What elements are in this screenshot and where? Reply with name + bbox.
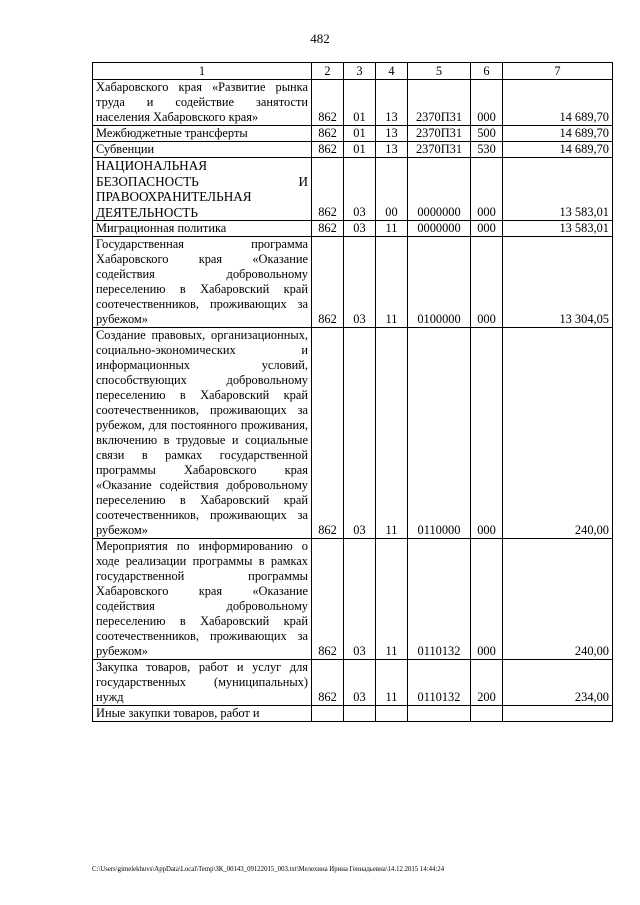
table-row [93,328,613,539]
header-cell: 2 [312,63,344,80]
row-pr: 11 [376,237,408,328]
header-cell: 5 [408,63,471,80]
table-row [93,80,613,126]
row-rz: 01 [344,80,376,126]
row-sum: 14 689,70 [503,126,613,142]
row-kvsr: 862 [312,80,344,126]
row-name: Государственная программа Хабаровского края «Оказание содействия добровольному переселению в Хабаровский край соотечественников, проживающих за рубежом» [93,237,312,328]
row-rz: 03 [344,660,376,706]
row-vr: 000 [471,221,503,237]
row-pr: 13 [376,80,408,126]
row-pr: 13 [376,126,408,142]
row-name: Миграционная политика [93,221,312,237]
row-vr: 000 [471,237,503,328]
row-sum: 14 689,70 [503,142,613,158]
row-kvsr: 862 [312,142,344,158]
row-rz [344,706,376,722]
row-pr [376,706,408,722]
row-sum: 234,00 [503,660,613,706]
row-kvsr [312,706,344,722]
budget-table [92,62,613,722]
row-kvsr: 862 [312,158,344,221]
row-vr: 000 [471,328,503,539]
header-cell: 7 [503,63,613,80]
row-sum: 13 583,01 [503,221,613,237]
page-number: 482 [310,31,330,46]
row-name: Иные закупки товаров, работ и [93,706,312,722]
row-kvsr: 862 [312,237,344,328]
row-name: НАЦИОНАЛЬНАЯ БЕЗОПАСНОСТЬ И ПРАВООХРАНИТЕЛЬНАЯ ДЕЯТЕЛЬНОСТЬ [93,158,312,221]
table-row [93,126,613,142]
row-pr: 11 [376,221,408,237]
row-kvsr: 862 [312,221,344,237]
row-name: Субвенции [93,142,312,158]
row-pr: 00 [376,158,408,221]
row-kvsr: 862 [312,126,344,142]
header-cell: 1 [93,63,312,80]
row-pr: 13 [376,142,408,158]
header-cell: 4 [376,63,408,80]
row-csr: 0100000 [408,237,471,328]
row-rz: 01 [344,142,376,158]
row-name: Закупка товаров, работ и услуг для государственных (муниципальных) нужд [93,660,312,706]
row-rz: 03 [344,158,376,221]
table-row [93,221,613,237]
table-row [93,158,613,221]
table-row [93,142,613,158]
row-vr: 500 [471,126,503,142]
row-name: Создание правовых, организационных, социально-экономических и информационных условий, способствующих добровольному переселению в Хабаровский край соотечественников, проживающих за рубежом, для постоянного проживания, включению в трудовые и социальные связи в рамках государственной программы Хабаровского края «Оказание содействия добровольному переселению в Хабаровский край соотечественников, проживающих за рубежом» [93,328,312,539]
row-rz: 03 [344,221,376,237]
row-name: Межбюджетные трансферты [93,126,312,142]
row-vr: 000 [471,158,503,221]
row-rz: 01 [344,126,376,142]
row-sum: 240,00 [503,539,613,660]
row-csr: 0110132 [408,539,471,660]
row-csr: 2370П31 [408,80,471,126]
row-kvsr: 862 [312,539,344,660]
row-csr: 0110132 [408,660,471,706]
header-cell: 3 [344,63,376,80]
row-sum: 13 304,05 [503,237,613,328]
row-kvsr: 862 [312,660,344,706]
row-csr: 2370П31 [408,126,471,142]
table-row [93,660,613,706]
row-vr [471,706,503,722]
header-cell: 6 [471,63,503,80]
row-rz: 03 [344,237,376,328]
row-vr: 000 [471,539,503,660]
row-sum [503,706,613,722]
row-pr: 11 [376,660,408,706]
row-csr: 0000000 [408,221,471,237]
row-csr [408,706,471,722]
row-vr: 000 [471,80,503,126]
row-rz: 03 [344,328,376,539]
row-sum: 240,00 [503,328,613,539]
row-pr: 11 [376,328,408,539]
row-rz: 03 [344,539,376,660]
row-name: Хабаровского края «Развитие рынка труда и содействие занятости населения Хабаровского края» [93,80,312,126]
row-vr: 530 [471,142,503,158]
footer-file-path: C:\Users\gimelekhuvs\AppData\Local\Temp\ЗК_00143_09122015_003.txt\Мелехина Ирина Геннадьевна\14.12.2015 14:44:24 [92,866,445,873]
row-pr: 11 [376,539,408,660]
row-csr: 0000000 [408,158,471,221]
table-header-row [93,63,613,80]
row-kvsr: 862 [312,328,344,539]
row-sum: 13 583,01 [503,158,613,221]
table-row [93,706,613,722]
row-csr: 2370П31 [408,142,471,158]
row-name: Мероприятия по информированию о ходе реализации программы в рамках государственной программы Хабаровского края «Оказание содействия добровольному переселению в Хабаровский край соотечественников, проживающих за рубежом» [93,539,312,660]
table-row [93,539,613,660]
row-sum: 14 689,70 [503,80,613,126]
table-row [93,237,613,328]
row-csr: 0110000 [408,328,471,539]
row-vr: 200 [471,660,503,706]
